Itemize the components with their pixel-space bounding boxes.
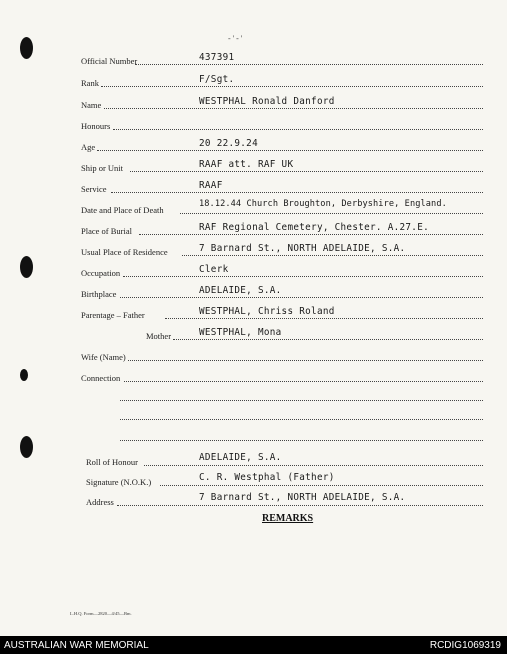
dotted-line xyxy=(135,64,483,65)
dotted-line xyxy=(139,234,483,235)
label-wife: Wife (Name) xyxy=(81,352,126,362)
dotted-line xyxy=(160,485,483,486)
label-roll-of-honour: Roll of Honour xyxy=(86,457,138,467)
label-place-of-burial: Place of Burial xyxy=(81,226,132,236)
label-signature: Signature (N.O.K.) xyxy=(86,477,152,487)
value-rank: F/Sgt. xyxy=(199,74,235,85)
dotted-line xyxy=(120,400,483,401)
punch-hole xyxy=(20,369,28,381)
remarks-heading: REMARKS xyxy=(262,513,314,524)
label-date-place-of-death: Date and Place of Death xyxy=(81,205,164,215)
label-age: Age xyxy=(81,142,96,152)
footer-institution: AUSTRALIAN WAR MEMORIAL xyxy=(4,640,149,651)
label-service: Service xyxy=(81,184,107,194)
dotted-line xyxy=(101,86,483,87)
dotted-line xyxy=(144,465,483,466)
dotted-line xyxy=(97,150,483,151)
dotted-line xyxy=(113,129,483,130)
label-honours: Honours xyxy=(81,121,111,131)
value-signature: C. R. Westphal (Father) xyxy=(199,472,335,483)
archive-footer xyxy=(0,636,507,654)
footer-record-id: RCDIG1069319 xyxy=(429,640,501,651)
value-ship-or-unit: RAAF att. RAF UK xyxy=(199,159,294,170)
dotted-line xyxy=(180,213,483,214)
label-rank: Rank xyxy=(81,78,99,88)
label-usual-residence: Usual Place of Residence xyxy=(81,247,168,257)
punch-hole xyxy=(20,37,33,59)
dotted-line xyxy=(123,276,483,277)
dotted-line xyxy=(182,255,483,256)
value-roll-of-honour: ADELAIDE, S.A. xyxy=(199,452,282,463)
label-address: Address xyxy=(86,497,114,507)
value-date-place-of-death: 18.12.44 Church Broughton, Derbyshire, England. xyxy=(199,199,447,209)
punch-hole xyxy=(20,436,33,458)
label-connection: Connection xyxy=(81,373,121,383)
label-father: Parentage – Father xyxy=(81,310,145,320)
dotted-line xyxy=(111,192,483,193)
value-usual-residence: 7 Barnard St., NORTH ADELAIDE, S.A. xyxy=(199,243,406,254)
dotted-line xyxy=(128,360,483,361)
punch-hole xyxy=(20,256,33,278)
value-occupation: Clerk xyxy=(199,264,229,275)
top-mark: - ' - ' xyxy=(228,34,243,43)
value-mother: WESTPHAL, Mona xyxy=(199,327,282,338)
value-name: WESTPHAL Ronald Danford xyxy=(199,96,335,107)
value-service: RAAF xyxy=(199,180,223,191)
value-official-number: 437391 xyxy=(199,52,235,63)
label-mother: Mother xyxy=(146,331,172,341)
dotted-line xyxy=(130,171,483,172)
dotted-line xyxy=(124,381,483,382)
value-address: 7 Barnard St., NORTH ADELAIDE, S.A. xyxy=(199,492,406,503)
dotted-line xyxy=(120,419,483,420)
dotted-line xyxy=(120,297,483,298)
label-birthplace: Birthplace xyxy=(81,289,117,299)
dotted-line xyxy=(104,108,483,109)
label-occupation: Occupation xyxy=(81,268,121,278)
dotted-line xyxy=(120,440,483,441)
value-place-of-burial: RAF Regional Cemetery, Chester. A.27.E. xyxy=(199,222,429,233)
value-father: WESTPHAL, Chriss Roland xyxy=(199,306,335,317)
label-ship-or-unit: Ship or Unit xyxy=(81,163,124,173)
dotted-line xyxy=(117,505,483,506)
value-birthplace: ADELAIDE, S.A. xyxy=(199,285,282,296)
value-age: 20 22.9.24 xyxy=(199,138,258,149)
dotted-line xyxy=(165,318,483,319)
form-code: L.H.Q. Form—2820—4/45—Bm. xyxy=(70,611,132,616)
label-official-number: Official Number xyxy=(81,56,138,66)
dotted-line xyxy=(173,339,483,340)
label-name: Name xyxy=(81,100,102,110)
